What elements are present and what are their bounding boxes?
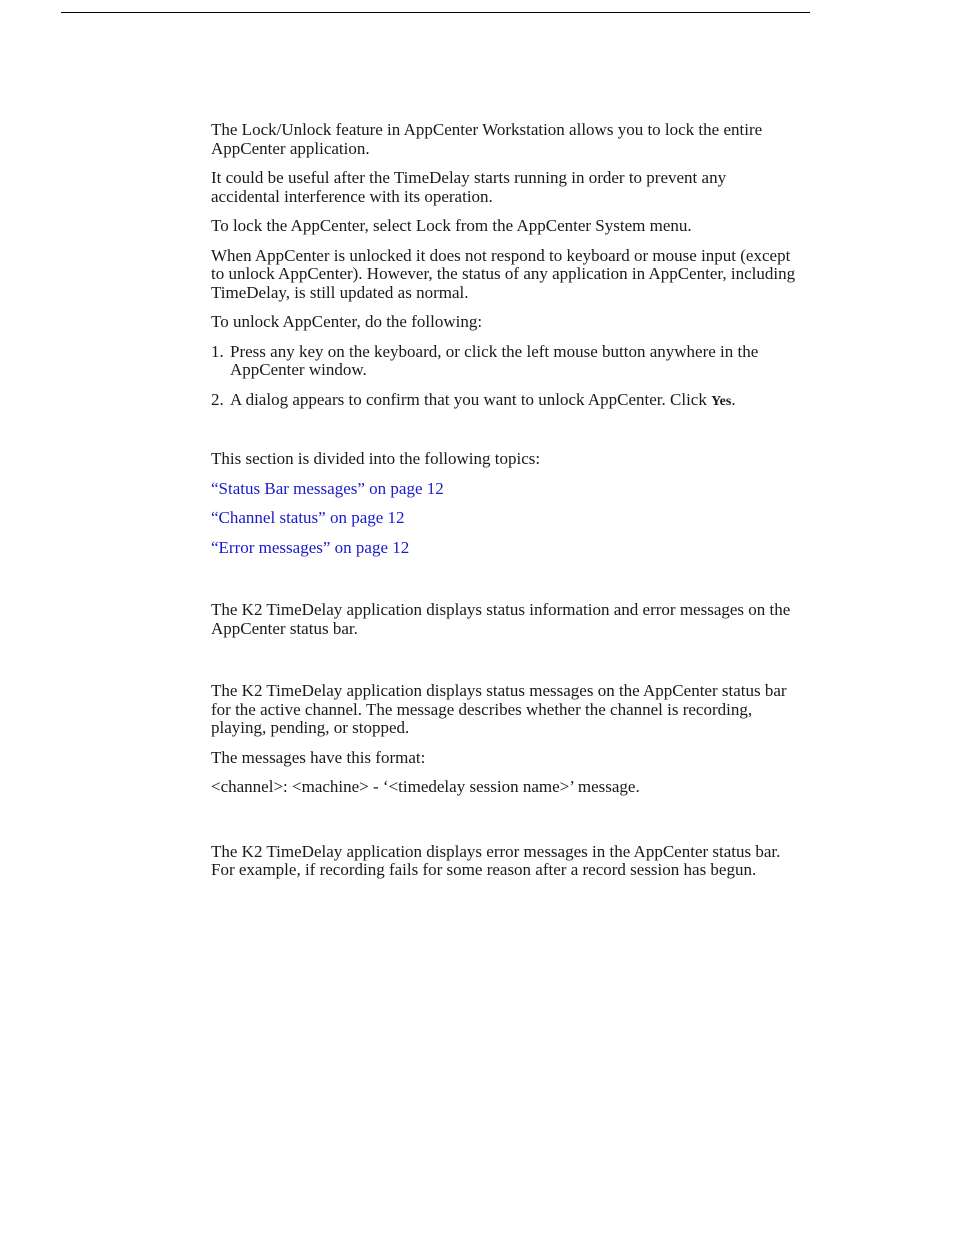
link-status-bar-messages[interactable]: “Status Bar messages” on page 12 — [211, 478, 444, 498]
section-gap — [211, 568, 796, 601]
link-error-messages[interactable]: “Error messages” on page 12 — [211, 537, 410, 557]
step-text: A dialog appears to confirm that you want to unlock AppCenter. Click — [230, 389, 712, 409]
lock-instruction-paragraph: To lock the AppCenter, select Lock from the AppCenter System menu. — [211, 216, 692, 235]
unlock-intro-paragraph: To unlock AppCenter, do the following: — [211, 312, 483, 331]
unlocked-behavior-paragraph: When AppCenter is unlocked it does not respond to keyboard or mouse input (except to unlock AppCenter). However, the status of any application in AppCenter, including TimeDelay, is still updated as normal. — [211, 245, 796, 302]
section-gap — [211, 422, 796, 450]
section-gap — [211, 808, 796, 843]
unlock-step-1 — [211, 343, 796, 380]
section-gap — [211, 649, 796, 682]
lock-usefulness-paragraph: It could be useful after the TimeDelay starts running in order to prevent any accidental interference with its operation. — [211, 168, 727, 206]
error-messages-paragraph: The K2 TimeDelay application displays error messages in the AppCenter status bar. For example, if recording fails for some reason after a record session has begun. — [211, 841, 781, 879]
step-text: Press any key on the keyboard, or click the left mouse button anywhere in the AppCenter window. — [230, 341, 759, 379]
topics-intro-paragraph: This section is divided into the following topics: — [211, 449, 541, 468]
message-format-intro: The messages have this format: — [211, 747, 426, 767]
channel-status-paragraph: The K2 TimeDelay application displays status messages on the AppCenter status bar for the active channel. The message describes whether the channel is recording, playing, pending, or stopped. — [211, 681, 787, 737]
step-end-punct: . — [731, 389, 736, 409]
header-rule — [61, 12, 810, 13]
status-bar-paragraph: The K2 TimeDelay application displays status information and error messages on the AppCenter status bar. — [211, 600, 791, 638]
unlock-step-2 — [211, 391, 796, 412]
yes-ui-label: Yes — [711, 393, 732, 409]
step-text-wrapper — [230, 391, 796, 412]
lock-intro-paragraph: The Lock/Unlock feature in AppCenter Workstation allows you to lock the entire AppCenter application. — [211, 120, 763, 158]
message-format-example: <channel>: <machine> - ‘<timedelay session name>’ message. — [211, 777, 640, 796]
step-number: 1. — [211, 341, 224, 361]
step-number: 2. — [211, 389, 224, 409]
unlock-steps-list — [211, 343, 796, 412]
link-channel-status[interactable]: “Channel status” on page 12 — [211, 508, 405, 527]
document-body — [211, 121, 796, 891]
